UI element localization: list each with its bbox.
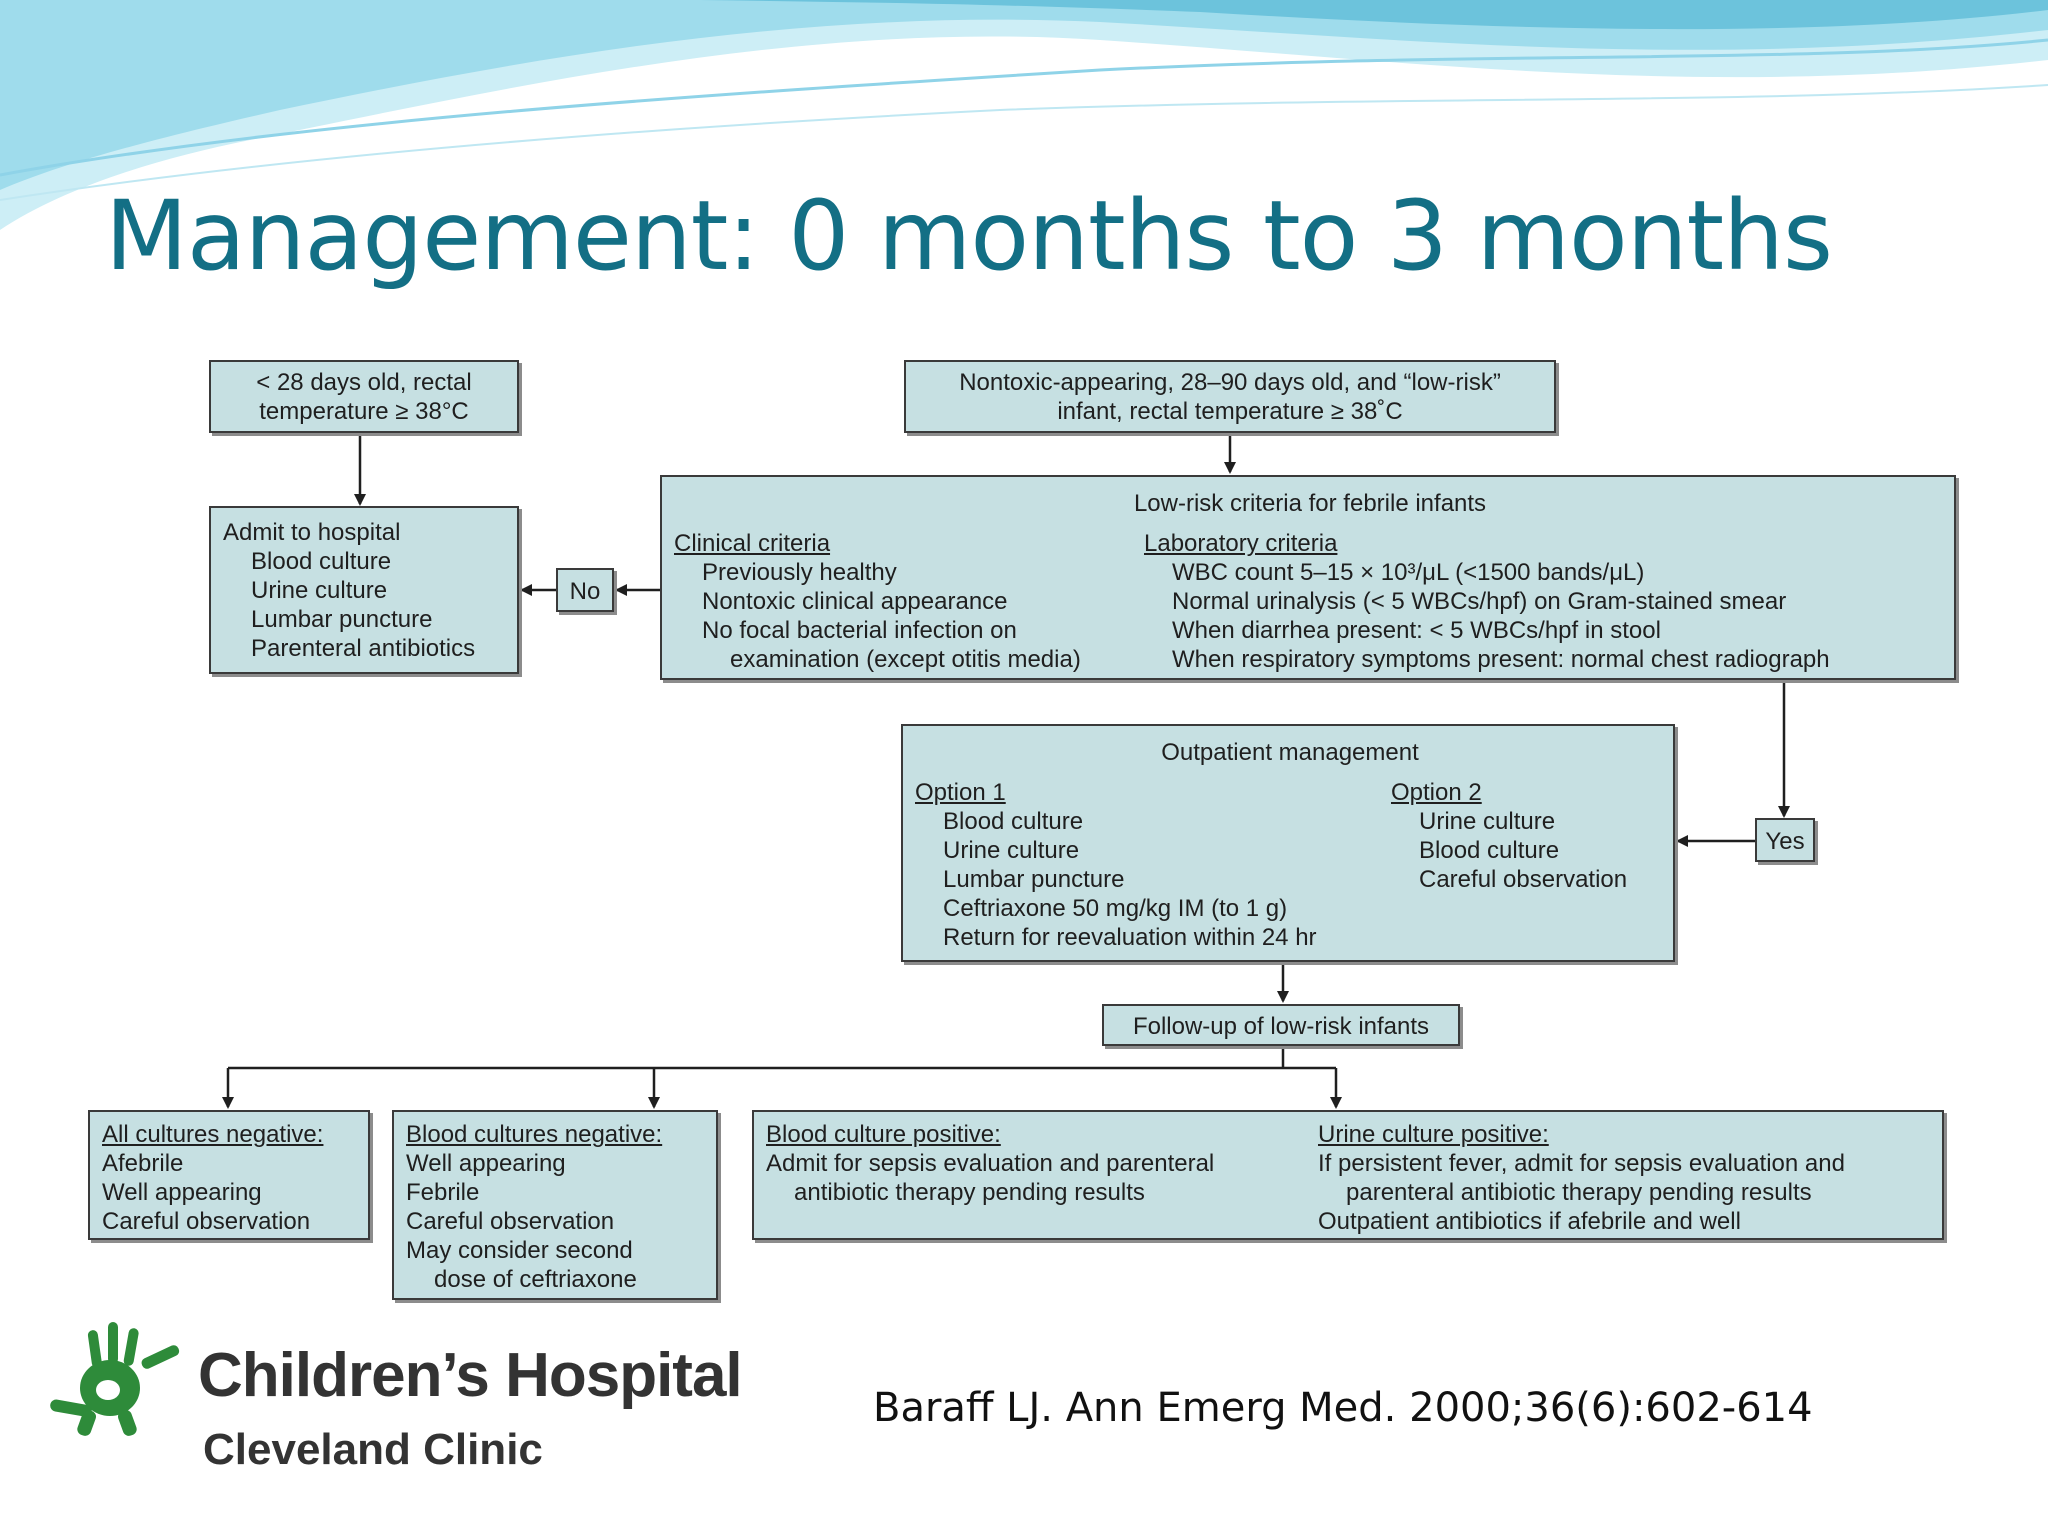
clinical-item: No focal bacterial infection on (702, 617, 1017, 644)
urine-culture-positive-column (1318, 1120, 1845, 1236)
blood-culture-positive-column (766, 1120, 1214, 1207)
admit-item: Urine culture (251, 577, 388, 604)
option-1-item: Ceftriaxone 50 mg/kg IM (to 1 g) (943, 895, 1288, 922)
clinical-item-cont: examination (except otitis media) (730, 646, 1081, 673)
option-2-column (1391, 778, 1627, 894)
admit-title: Admit to hospital (223, 519, 401, 546)
under-28-line1: < 28 days old, rectal (256, 369, 472, 396)
blood-negative-item: Careful observation (406, 1208, 615, 1235)
blood-negative-item-cont: dose of ceftriaxone (434, 1266, 637, 1293)
logo-line2: Cleveland Clinic (203, 1425, 543, 1474)
clinical-criteria-heading: Clinical criteria (674, 530, 831, 557)
option-2-item: Careful observation (1419, 866, 1628, 893)
option-1-column (915, 778, 1317, 952)
outpatient-title: Outpatient management (1161, 739, 1419, 766)
blood-negative-heading: Blood cultures negative: (406, 1121, 663, 1148)
option-1-heading: Option 1 (915, 779, 1006, 806)
lab-item: WBC count 5–15 × 10³/μL (<1500 bands/μL) (1172, 559, 1645, 586)
lab-item: When respiratory symptoms present: normal chest radiograph (1172, 646, 1830, 673)
laboratory-criteria-column (1144, 529, 1830, 674)
citation: Baraff LJ. Ann Emerg Med. 2000;36(6):602-614 (873, 1385, 1813, 1431)
clinical-item: Previously healthy (702, 559, 897, 586)
all-negative-heading: All cultures negative: (102, 1121, 324, 1148)
lab-item: Normal urinalysis (< 5 WBCs/hpf) on Gram-stained smear (1172, 588, 1787, 615)
laboratory-criteria-heading: Laboratory criteria (1144, 530, 1338, 557)
urine-positive-heading: Urine culture positive: (1318, 1121, 1549, 1148)
culture-positive-box (752, 1110, 1944, 1240)
urine-positive-line: If persistent fever, admit for sepsis evaluation and (1318, 1150, 1845, 1177)
clinical-criteria-column (674, 529, 1081, 674)
admit-item: Blood culture (251, 548, 392, 575)
all-negative-item: Afebrile (102, 1150, 184, 1177)
all-negative-item: Careful observation (102, 1208, 311, 1235)
follow-up-box: Follow-up of low-risk infants (1102, 1004, 1460, 1046)
nontoxic-infant-box (904, 360, 1556, 433)
admit-to-hospital-box (209, 506, 519, 674)
blood-cultures-negative-box (392, 1110, 718, 1300)
option-1-item: Urine culture (943, 837, 1080, 864)
blood-positive-heading: Blood culture positive: (766, 1121, 1001, 1148)
low-risk-title: Low-risk criteria for febrile infants (1133, 490, 1487, 517)
nontoxic-line1: Nontoxic-appearing, 28–90 days old, and “low-risk” (959, 369, 1501, 396)
urine-positive-line: parenteral antibiotic therapy pending results (1346, 1179, 1812, 1206)
option-1-item: Lumbar puncture (943, 866, 1125, 893)
all-cultures-negative-box (88, 1110, 370, 1240)
option-1-item: Blood culture (943, 808, 1084, 835)
option-2-heading: Option 2 (1391, 779, 1482, 806)
outpatient-management-box (901, 724, 1675, 962)
option-2-item: Blood culture (1419, 837, 1560, 864)
admit-item: Parenteral antibiotics (251, 635, 476, 662)
option-2-item: Urine culture (1419, 808, 1556, 835)
blood-negative-item: May consider second (406, 1237, 633, 1264)
yes-label: Yes (1755, 818, 1815, 862)
logo-line1: Children’s Hospital (198, 1341, 742, 1410)
no-label: No (556, 568, 614, 612)
urine-positive-line: Outpatient antibiotics if afebrile and well (1318, 1208, 1741, 1235)
clinical-item: Nontoxic clinical appearance (702, 588, 1008, 615)
lab-item: When diarrhea present: < 5 WBCs/hpf in stool (1172, 617, 1661, 644)
hand-logo-icon (50, 1310, 190, 1440)
slide-title: Management: 0 months to 3 months (105, 180, 1833, 292)
option-1-item: Return for reevaluation within 24 hr (943, 924, 1317, 951)
nontoxic-line2: infant, rectal temperature ≥ 38˚C (1057, 398, 1403, 425)
under-28-line2: temperature ≥ 38°C (259, 398, 469, 425)
low-risk-criteria-box (660, 475, 1956, 680)
blood-positive-line: antibiotic therapy pending results (794, 1179, 1145, 1206)
blood-negative-item: Febrile (406, 1179, 480, 1206)
under-28-days-box (209, 360, 519, 433)
admit-item: Lumbar puncture (251, 606, 433, 633)
blood-negative-item: Well appearing (406, 1150, 566, 1177)
all-negative-item: Well appearing (102, 1179, 262, 1206)
blood-positive-line: Admit for sepsis evaluation and parenteral (766, 1150, 1215, 1177)
